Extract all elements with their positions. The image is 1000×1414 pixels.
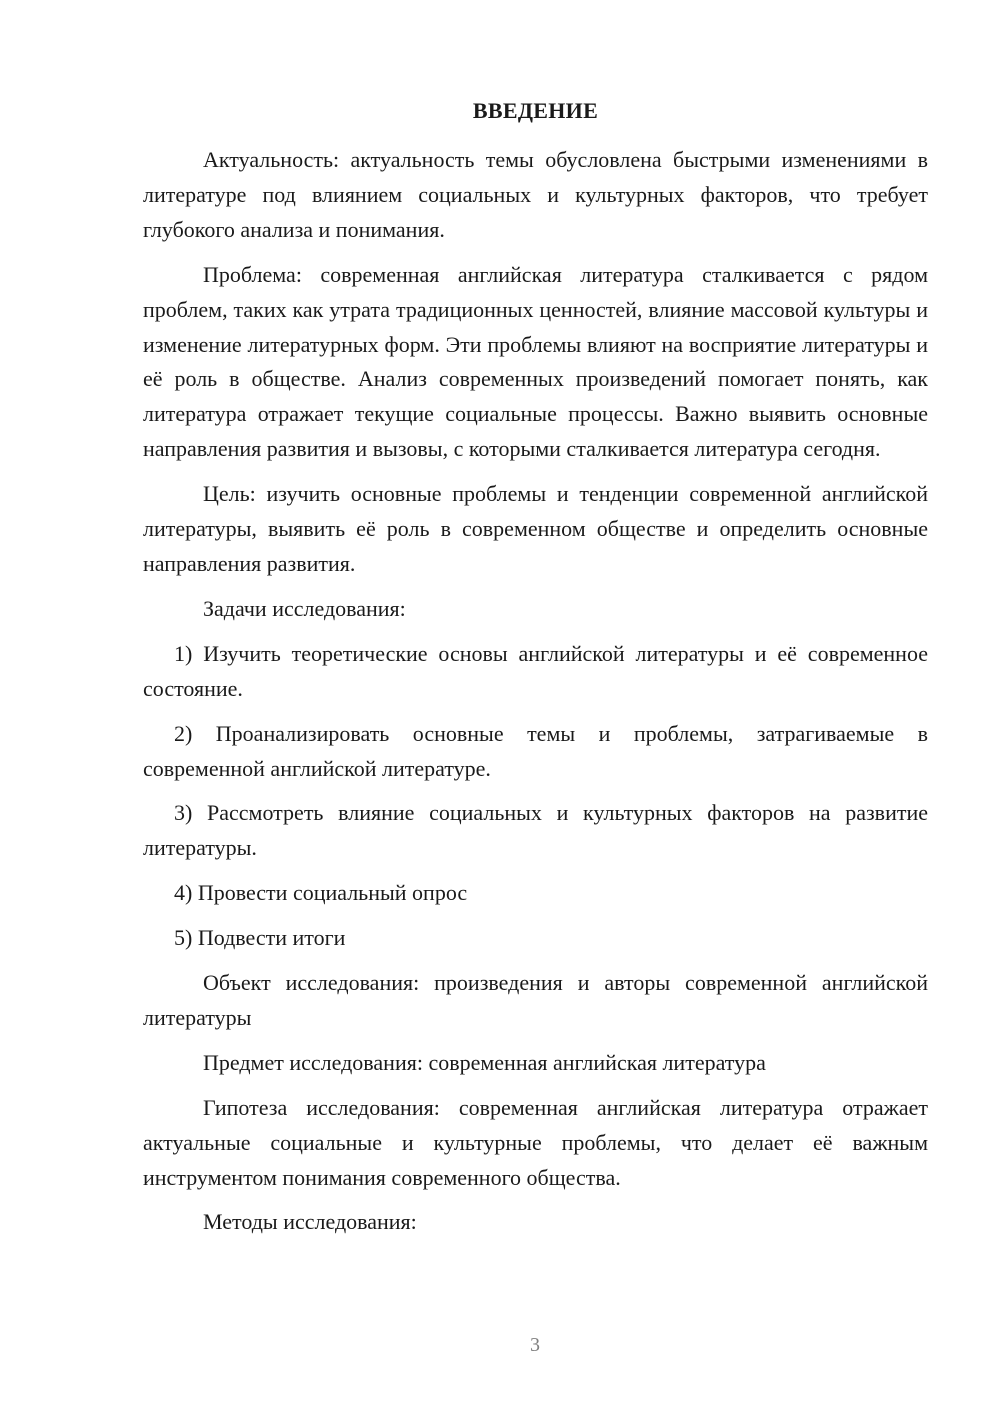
list-item-task-3: 3) Рассмотреть влияние социальных и культурных факторов на развитие литературы.: [143, 800, 928, 861]
list-item-task-4: 4) Провести социальный опрос: [174, 880, 468, 906]
page-number: 3: [530, 1334, 540, 1356]
document-body: [143, 143, 928, 1250]
paragraph-tasks-heading: Задачи исследования:: [203, 595, 406, 621]
section-title: ВВЕДЕНИЕ: [472, 98, 599, 123]
paragraph-goal: Цель: изучить основные проблемы и тенденции современной английской литературы, выявить её роль в современном обществе и определить основные направления развития.: [143, 481, 928, 576]
list-item-task-1: 1) Изучить теоретические основы английской литературы и её современное состояние.: [143, 640, 928, 701]
list-item-task-2: 2) Проанализировать основные темы и проблемы, затрагиваемые в современной английской литературе.: [143, 720, 928, 781]
paragraph-hypothesis: Гипотеза исследования: современная английская литература отражает актуальные социальные и культурные проблемы, что делает её важным инструментом понимания современного общества.: [143, 1094, 928, 1190]
paragraph-relevance: Актуальность: актуальность темы обусловлена быстрыми изменениями в литературе под влиянием социальных и культурных факторов, что требует глубокого анализа и понимания.: [143, 147, 928, 242]
paragraph-subject: Предмет исследования: современная английская литература: [203, 1049, 766, 1075]
paragraph-object: Объект исследования: произведения и авторы современной английской литературы: [143, 970, 928, 1030]
list-item-task-5: 5) Подвести итоги: [174, 925, 346, 951]
paragraph-methods: Методы исследования:: [203, 1209, 417, 1235]
paragraph-problem: Проблема: современная английская литература сталкивается с рядом проблем, таких как утрата традиционных ценностей, влияние массовой культуры и изменение литературных форм. Эти проблемы влияют на восприятие литературы и её роль в обществе. Анализ современных произведений помогает понять, как литература отражает текущие социальные процессы. Важно выявить основные направления развития и вызовы, с которыми сталкивается литература сегодня.: [143, 261, 928, 462]
